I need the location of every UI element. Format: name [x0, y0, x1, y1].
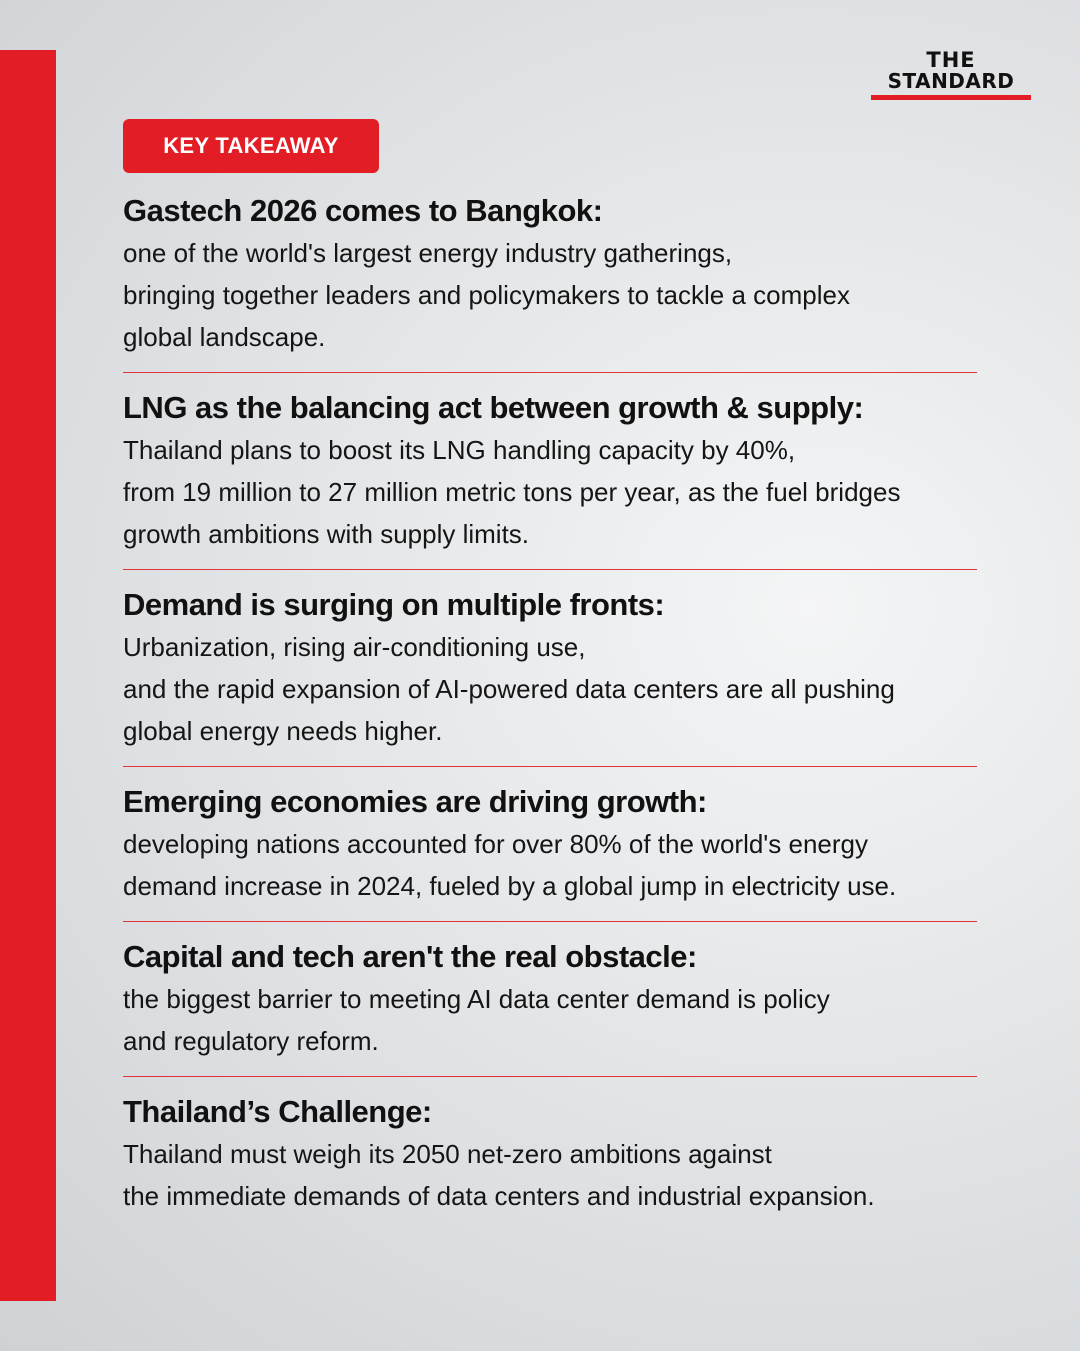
- section-body-line: and the rapid expansion of AI-powered data centers are all pushing: [123, 674, 895, 704]
- section-body-line: developing nations accounted for over 80% of the world's energy: [123, 829, 868, 859]
- key-takeaway-badge: KEY TAKEAWAY: [123, 119, 379, 173]
- logo-line-the: THE: [926, 48, 976, 72]
- takeaway-section-lng: [123, 387, 977, 570]
- section-heading: Thailand’s Challenge:: [123, 1094, 432, 1129]
- takeaway-section-thailand-challenge: [123, 1091, 977, 1231]
- section-body-line: and regulatory reform.: [123, 1026, 379, 1056]
- section-heading: Demand is surging on multiple fronts:: [123, 587, 665, 622]
- section-body-line: demand increase in 2024, fueled by a global jump in electricity use.: [123, 871, 897, 901]
- logo-line-standard: STANDARD: [871, 71, 1031, 100]
- section-heading: LNG as the balancing act between growth & supply:: [123, 390, 864, 425]
- section-body-line: one of the world's largest energy industry gatherings,: [123, 238, 733, 268]
- takeaway-section-demand: [123, 584, 977, 767]
- section-body-line: from 19 million to 27 million metric tons per year, as the fuel bridges: [123, 477, 901, 507]
- takeaway-section-gastech: [123, 190, 977, 373]
- takeaway-section-emerging-economies: [123, 781, 977, 922]
- section-body-line: bringing together leaders and policymakers to tackle a complex: [123, 280, 850, 310]
- section-heading: Capital and tech aren't the real obstacle:: [123, 939, 697, 974]
- section-body-line: the immediate demands of data centers and industrial expansion.: [123, 1181, 875, 1211]
- section-body-line: global energy needs higher.: [123, 716, 443, 746]
- section-heading: Gastech 2026 comes to Bangkok:: [123, 193, 603, 228]
- red-accent-bar: [0, 50, 56, 1301]
- the-standard-logo: [871, 50, 1031, 100]
- section-body-line: global landscape.: [123, 322, 326, 352]
- section-body-line: Thailand must weigh its 2050 net-zero ambitions against: [123, 1139, 772, 1169]
- takeaway-section-capital-tech: [123, 936, 977, 1077]
- section-body-line: the biggest barrier to meeting AI data center demand is policy: [123, 984, 830, 1014]
- section-body-line: Urbanization, rising air-conditioning use,: [123, 632, 586, 662]
- section-body-line: growth ambitions with supply limits.: [123, 519, 530, 549]
- section-body-line: Thailand plans to boost its LNG handling capacity by 40%,: [123, 435, 796, 465]
- takeaway-list: [123, 190, 1023, 1245]
- section-heading: Emerging economies are driving growth:: [123, 784, 707, 819]
